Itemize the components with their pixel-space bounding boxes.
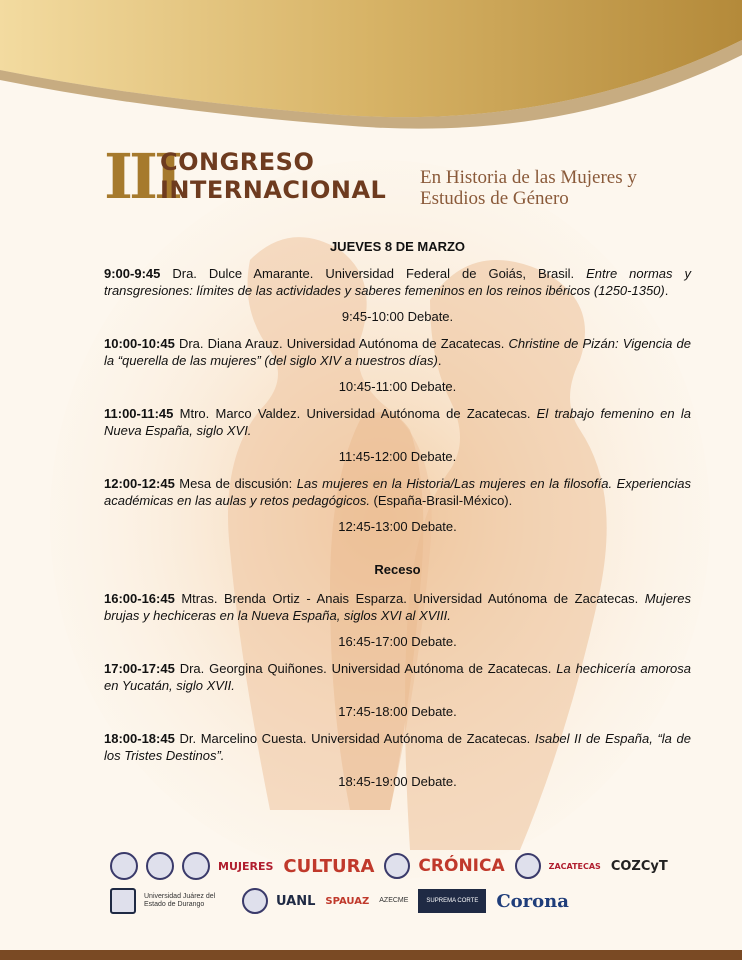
sponsor-logos xyxy=(110,846,668,926)
session-entry xyxy=(104,265,691,299)
zacatecas-govt-icon xyxy=(515,853,541,879)
break-label: Receso xyxy=(374,562,421,577)
cultura-logo: CULTURA xyxy=(283,855,375,877)
session-speaker: Mesa de discusión: xyxy=(174,476,297,491)
session-title: Las mujeres en la Historia/Las mujeres en la filosofía. Experiencias académicas en las aulas y retos pedagógicos. xyxy=(104,476,691,508)
session-after: . xyxy=(437,353,442,368)
session-title: El trabajo femenino en la Nueva España, siglo XVI. xyxy=(104,406,691,438)
session-entry xyxy=(104,660,691,694)
debate-slot: 9:45-10:00 Debate. xyxy=(341,309,454,324)
session-title: Christine de Pizán: Vigencia de la “querella de las mujeres” (del siglo XIV a nuestros días) xyxy=(104,336,691,368)
session-time: 9:00-9:45 xyxy=(104,266,161,281)
state-seal-icon xyxy=(110,852,138,880)
congress-title-word2: INTERNACIONAL xyxy=(160,176,387,204)
cozcyt-logo: COZCyT xyxy=(610,858,668,874)
zacatecas-logo: ZACATECAS xyxy=(548,861,601,871)
session-speaker: Mtras. Brenda Ortiz - Anais Esparza. Universidad Autónoma de Zacatecas. xyxy=(174,591,645,606)
uanl-seal-icon xyxy=(242,888,268,914)
debate-slot: 12:45-13:00 Debate. xyxy=(338,519,457,534)
corona-logo: Corona xyxy=(496,890,569,912)
session-entry xyxy=(104,335,691,369)
session-time: 10:00-10:45 xyxy=(104,336,175,351)
sponsor-row-1 xyxy=(110,852,678,880)
university-seal-icon xyxy=(146,852,174,880)
congress-title-word1: CONGRESO xyxy=(160,148,315,176)
day-title: JUEVES 8 DE MARZO xyxy=(329,239,466,254)
uaz-seal-icon xyxy=(182,852,210,880)
session-title: Entre normas y transgresiones: límites de las actividades y saberes femeninos en los reinos ibéricos (1250-1350) xyxy=(104,266,691,298)
ujed-shield-icon xyxy=(110,888,136,914)
top-decorative-wave xyxy=(0,0,742,130)
session-entry xyxy=(104,590,691,624)
session-speaker: Mtro. Marco Valdez. Universidad Autónoma de Zacatecas. xyxy=(173,406,537,421)
bottom-bar xyxy=(0,950,742,960)
ujed-logo: Universidad Juárez del Estado de Durango xyxy=(144,893,216,908)
session-time: 17:00-17:45 xyxy=(104,661,175,676)
session-time: 11:00-11:45 xyxy=(104,406,174,421)
spauaz-logo: SPAUAZ xyxy=(325,895,370,907)
debate-slot: 18:45-19:00 Debate. xyxy=(338,774,457,789)
session-after: (España-Brasil-México). xyxy=(369,493,513,508)
azecme-logo: AZECME xyxy=(379,897,409,904)
mujeres-logo: MUJERES xyxy=(218,859,274,873)
session-entry xyxy=(104,730,691,764)
scjn-logo: SUPREMA CORTE xyxy=(418,889,486,913)
congress-numeral: III xyxy=(104,140,180,213)
session-speaker: Dra. Georgina Quiñones. Universidad Autónoma de Zacatecas. xyxy=(174,661,557,676)
session-title: Isabel II de España, “la de los Tristes Destinos”. xyxy=(104,731,691,763)
debate-slot: 10:45-11:00 Debate. xyxy=(338,379,457,394)
debate-slot: 16:45-17:00 Debate. xyxy=(338,634,457,649)
session-title: Mujeres brujas y hechiceras en la Nueva España, siglos XVI al XVIII. xyxy=(104,591,691,623)
congress-subtitle-line2: Estudios de Género xyxy=(420,188,569,209)
program-content xyxy=(104,238,691,800)
session-speaker: Dr. Marcelino Cuesta. Universidad Autónoma de Zacatecas. xyxy=(174,731,535,746)
session-entry xyxy=(104,475,691,509)
session-title: La hechicería amorosa en Yucatán, siglo XVII. xyxy=(104,661,691,693)
uanl-logo: UANL xyxy=(276,893,316,909)
session-entry xyxy=(104,405,691,439)
cronica-logo: CRÓNICA xyxy=(418,856,505,876)
congress-subtitle-line1: En Historia de las Mujeres y xyxy=(420,167,637,188)
debate-slot: 17:45-18:00 Debate. xyxy=(338,704,457,719)
session-time: 18:00-18:45 xyxy=(104,731,175,746)
session-time: 16:00-16:45 xyxy=(104,591,175,606)
session-time: 12:00-12:45 xyxy=(104,476,175,491)
debate-slot: 11:45-12:00 Debate. xyxy=(338,449,457,464)
session-after: . xyxy=(664,283,669,298)
zacatecas-seal-icon xyxy=(384,853,410,879)
session-speaker: Dra. Diana Arauz. Universidad Autónoma de Zacatecas. xyxy=(174,336,509,351)
session-speaker: Dra. Dulce Amarante. Universidad Federal de Goiás, Brasil. xyxy=(160,266,587,281)
sponsor-row-2 xyxy=(110,888,579,914)
